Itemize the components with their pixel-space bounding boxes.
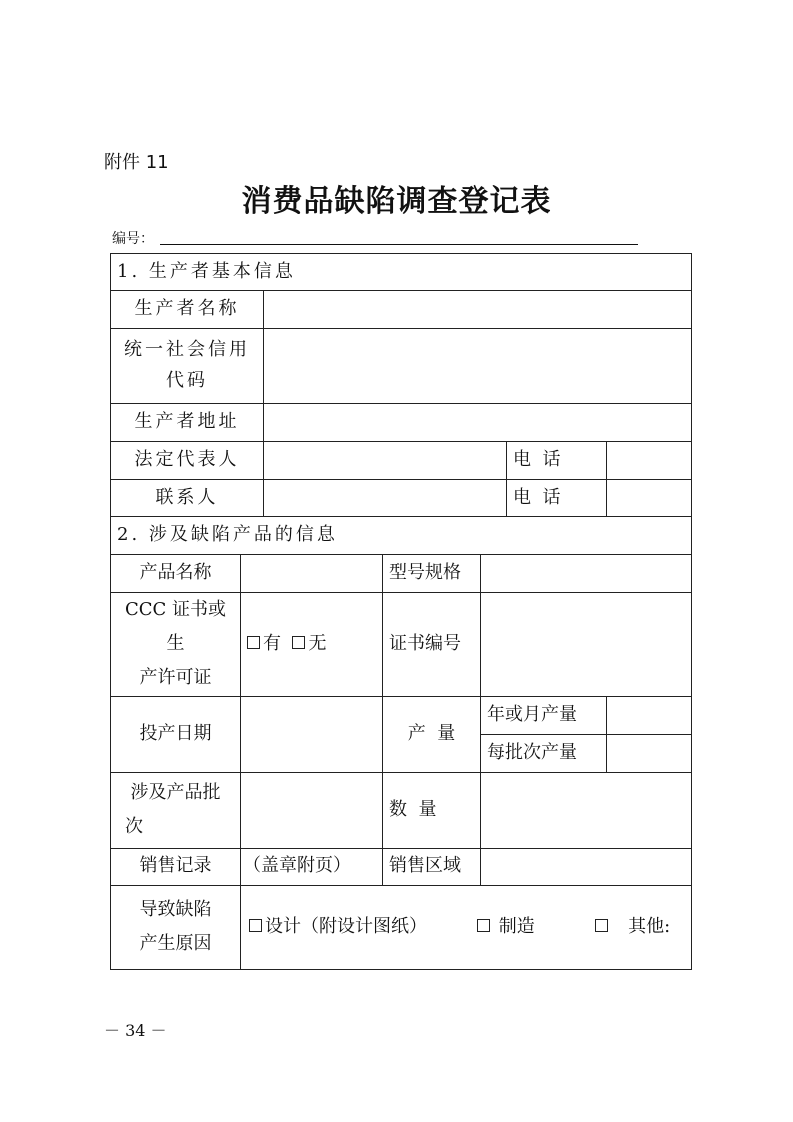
form-title: 消费品缺陷调查登记表	[241, 184, 552, 219]
producer-name-field[interactable]	[264, 291, 692, 329]
section1-header-row	[111, 254, 692, 291]
ccc-label	[111, 593, 241, 697]
batch-output-field[interactable]	[607, 734, 692, 772]
option-no-label: 无	[308, 632, 327, 654]
batch-row	[111, 772, 692, 848]
producer-name-label: 生产者名称	[111, 291, 264, 329]
credit-code-label-line1: 统一社会信用	[124, 339, 250, 361]
production-row-a	[111, 696, 692, 734]
sales-region-label: 销售区域	[383, 848, 481, 885]
legal-rep-phone-field[interactable]	[607, 442, 692, 480]
serial-number-label: 编号：	[112, 231, 154, 247]
contact-phone-field[interactable]	[607, 480, 692, 517]
product-name-row	[111, 555, 692, 593]
producer-address-row	[111, 404, 692, 442]
checkbox-design[interactable]	[249, 919, 262, 932]
cause-label-line2: 产生原因	[139, 933, 212, 955]
legal-rep-label: 法定代表人	[111, 442, 264, 480]
product-name-label: 产品名称	[111, 555, 241, 593]
cause-label-line1: 导致缺陷	[139, 898, 212, 920]
sales-row	[111, 848, 692, 885]
attachment-label: 附件 11	[104, 152, 169, 173]
checkbox-yes[interactable]	[247, 636, 260, 649]
contact-phone-label: 电 话	[507, 480, 607, 517]
producer-address-field[interactable]	[264, 404, 692, 442]
option-yes-label: 有	[263, 632, 281, 654]
section2-header: 2. 涉及缺陷产品的信息	[111, 517, 692, 555]
cause-row	[111, 885, 692, 969]
section1-header: 1. 生产者基本信息	[111, 254, 692, 291]
cause-design-label: 设计（附设计图纸）	[265, 915, 427, 937]
contact-label: 联系人	[111, 480, 264, 517]
seal-note: （盖章附页）	[241, 848, 383, 885]
model-label: 型号规格	[383, 555, 481, 593]
batch-output-label: 每批次产量	[481, 734, 607, 772]
cert-number-field[interactable]	[481, 593, 692, 697]
cause-other-label: 其他:	[628, 915, 671, 937]
quantity-label: 数 量	[383, 772, 481, 848]
model-field[interactable]	[481, 555, 692, 593]
cause-options	[241, 885, 692, 969]
credit-code-field[interactable]	[264, 329, 692, 404]
legal-rep-row	[111, 442, 692, 480]
product-name-field[interactable]	[241, 555, 383, 593]
batch-label-line2: 次	[125, 816, 143, 838]
production-date-label: 投产日期	[111, 696, 241, 772]
output-label: 产 量	[383, 696, 481, 772]
registration-form-table	[110, 253, 692, 970]
serial-number-field[interactable]	[160, 244, 638, 245]
ccc-label-line1: CCC 证书或生	[124, 599, 227, 655]
cause-label	[111, 885, 241, 969]
production-date-field[interactable]	[241, 696, 383, 772]
batch-label-line1: 涉及产品批	[130, 781, 221, 803]
legal-rep-phone-label: 电 话	[507, 442, 607, 480]
credit-code-row	[111, 329, 692, 404]
contact-row	[111, 480, 692, 517]
quantity-field[interactable]	[481, 772, 692, 848]
batch-label	[111, 772, 241, 848]
sales-record-label: 销售记录	[111, 848, 241, 885]
contact-field[interactable]	[264, 480, 507, 517]
checkbox-manufacture[interactable]	[477, 919, 490, 932]
batch-field[interactable]	[241, 772, 383, 848]
annual-output-field[interactable]	[607, 696, 692, 734]
section2-header-row	[111, 517, 692, 555]
producer-name-row	[111, 291, 692, 329]
cause-manufacture-label: 制造	[498, 915, 535, 937]
page-number: － 34 －	[104, 1021, 167, 1040]
cert-number-label: 证书编号	[383, 593, 481, 697]
ccc-label-line2: 产许可证	[139, 667, 212, 689]
checkbox-no[interactable]	[292, 636, 305, 649]
credit-code-label	[111, 329, 264, 404]
legal-rep-field[interactable]	[264, 442, 507, 480]
producer-address-label: 生产者地址	[111, 404, 264, 442]
ccc-options	[241, 593, 383, 697]
annual-output-label: 年或月产量	[481, 696, 607, 734]
sales-region-field[interactable]	[481, 848, 692, 885]
ccc-cert-row	[111, 593, 692, 697]
credit-code-label-line2: 代码	[166, 370, 208, 391]
checkbox-other[interactable]	[595, 919, 608, 932]
